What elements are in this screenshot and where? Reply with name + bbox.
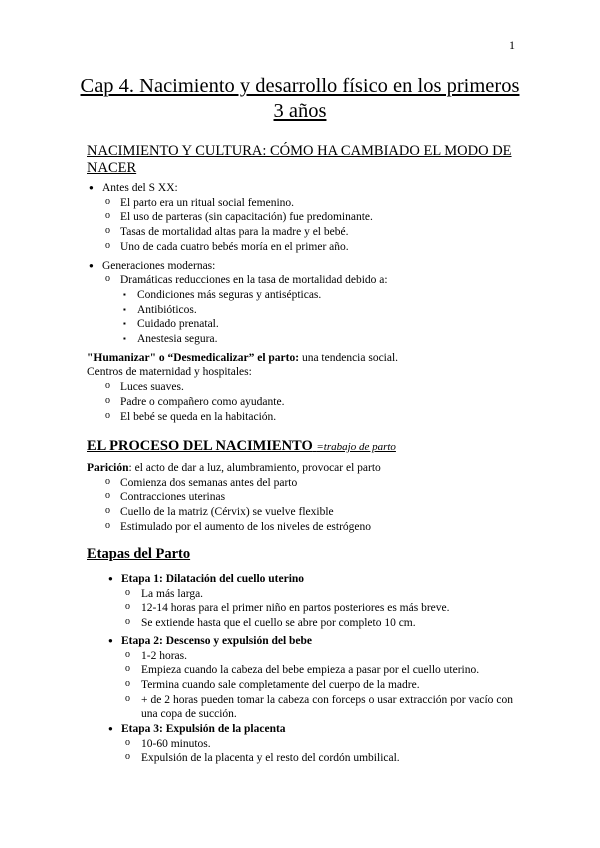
list-item: o Se extiende hasta que el cuello se abre por completo 10 cm. <box>87 616 527 631</box>
list-item: o 12-14 horas para el primer niño en partos posteriores es más breve. <box>87 601 527 616</box>
list-item: ▪ Condiciones más seguras y antisépticas. <box>87 288 527 303</box>
list-item: ▪ Antibióticos. <box>87 303 527 318</box>
list-item: o El uso de parteras (sin capacitación) fue predominante. <box>87 210 527 225</box>
heading-text: EL PROCESO DEL NACIMIENTO <box>87 438 313 454</box>
list-item: o Estimulado por el aumento de los niveles de estrógeno <box>87 520 527 535</box>
humanizar-term: "Humanizar" o “Desmedicalizar” el parto: <box>87 351 300 364</box>
list-item: o Dramáticas reducciones en la tasa de mortalidad debido a: <box>87 273 527 288</box>
stage-1-label <box>87 572 527 587</box>
list-item: o Cuello de la matriz (Cérvix) se vuelve flexible <box>87 505 527 520</box>
list-item: o + de 2 horas pueden tomar la cabeza con forceps o usar extracción por vacío con una copa de succión. <box>87 693 527 722</box>
section-heading-stages: Etapas del Parto <box>87 546 191 562</box>
section-stages-list <box>87 572 527 766</box>
section-heading-birth-process <box>87 438 396 456</box>
list-item: ▪ Anestesia segura. <box>87 332 527 347</box>
centros-label: Centros de maternidad y hospitales: <box>87 366 252 379</box>
list-item: o Empieza cuando la cabeza del bebe empieza a pasar por el cuello uterino. <box>87 663 527 678</box>
list-item: ● Generaciones modernas: <box>87 259 527 274</box>
list-item: o El parto era un ritual social femenino. <box>87 196 527 211</box>
paricion-term: Parición <box>87 462 129 474</box>
section-heading-culture: NACIMIENTO Y CULTURA: CÓMO HA CAMBIADO EL MODO DE NACER <box>87 143 512 176</box>
list-item: o Padre o compañero como ayudante. <box>87 395 527 410</box>
page-title: Cap 4. Nacimiento y desarrollo físico en los primeros 3 años <box>80 75 520 122</box>
list-item: o La más larga. <box>87 587 527 602</box>
stage-2-label <box>87 634 527 649</box>
section-birth-process-list <box>87 461 527 535</box>
paricion-text: : el acto de dar a luz, alumbramiento, provocar el parto <box>128 462 381 474</box>
stage-3-title: Etapa 3: Expulsión de la placenta <box>121 723 286 736</box>
list-item: o Contracciones uterinas <box>87 490 527 505</box>
section-culture-list <box>87 181 527 424</box>
page-number: 1 <box>509 38 515 52</box>
list-item: o 1-2 horas. <box>87 649 527 664</box>
list-item: o Comienza dos semanas antes del parto <box>87 476 527 491</box>
list-item: o Luces suaves. <box>87 380 527 395</box>
list-item: ● Antes del S XX: <box>87 181 527 196</box>
stage-3-label <box>87 722 527 737</box>
list-item: o Termina cuando sale completamente del cuerpo de la madre. <box>87 678 527 693</box>
list-item: o Uno de cada cuatro bebés moría en el primer año. <box>87 240 527 255</box>
stage-1-title: Etapa 1: Dilatación del cuello uterino <box>121 573 305 585</box>
list-item: o El bebé se queda en la habitación. <box>87 410 527 425</box>
heading-subtitle: =trabajo de parto <box>316 441 396 453</box>
paricion-definition <box>87 461 527 476</box>
list-item: o Expulsión de la placenta y el resto del cordón umbilical. <box>87 751 527 766</box>
list-item: ▪ Cuidado prenatal. <box>87 317 527 332</box>
list-item: o 10-60 minutos. <box>87 737 527 752</box>
humanizar-paragraph <box>87 351 527 366</box>
humanizar-text: una tendencia social. <box>299 351 399 364</box>
stage-2-title: Etapa 2: Descenso y expulsión del bebe <box>121 634 313 647</box>
list-item: o Tasas de mortalidad altas para la madre y el bebé. <box>87 225 527 240</box>
